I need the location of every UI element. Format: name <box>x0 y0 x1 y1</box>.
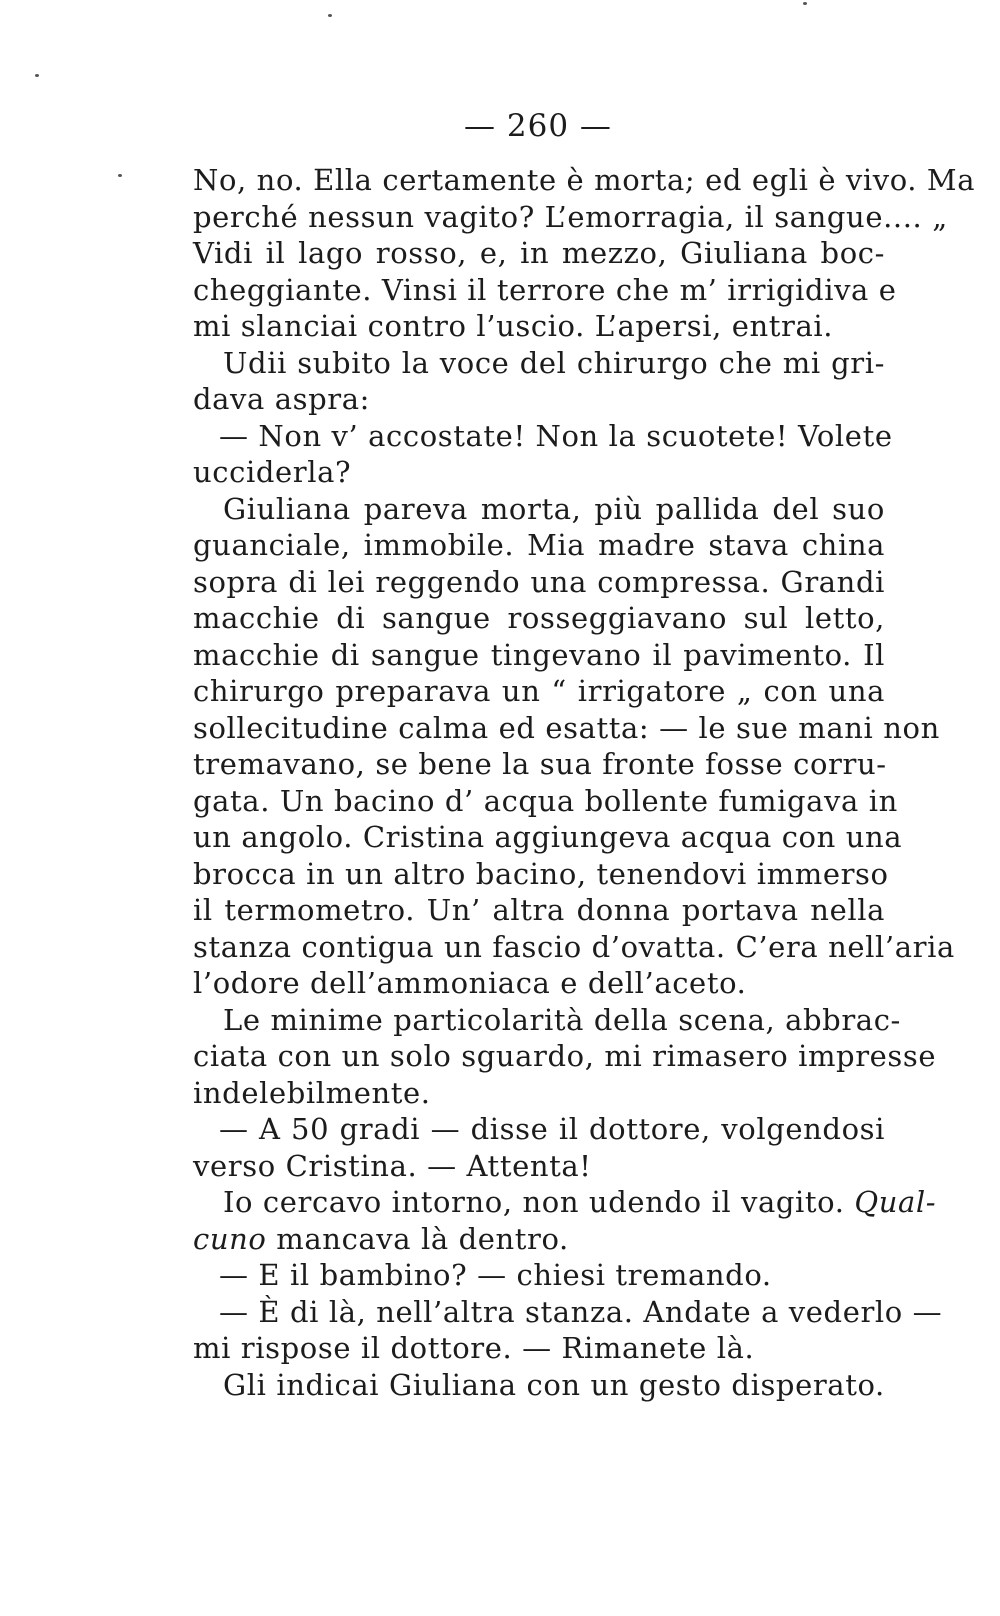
text-line <box>193 1221 885 1258</box>
text-line: Le minime particolarità della scena, abbrac- <box>223 1002 901 1037</box>
text-line: guanciale, immobile. Mia madre stava china <box>193 528 885 562</box>
line-text: Io cercavo intorno, non udendo il vagito. <box>223 1185 845 1219</box>
text-line: cheggiante. Vinsi il terrore che m’ irrigidiva e <box>193 272 897 307</box>
text-line: sollecitudine calma ed esatta: — le sue mani non <box>193 710 940 745</box>
paper-speck <box>35 74 39 77</box>
italic-word: cuno <box>193 1221 267 1256</box>
text-line: ciata con un solo sguardo, mi rimasero impresse <box>193 1039 937 1073</box>
text-line: — Non v’ accostate! Non la scuotete! Volete <box>219 418 893 453</box>
text-line: sopra di lei reggendo una compressa. Grandi <box>193 564 885 599</box>
text-line: — È di là, nell’altra stanza. Andate a vederlo — <box>219 1294 943 1329</box>
text-line: un angolo. Cristina aggiungeva acqua con una <box>193 820 903 854</box>
text-line: Udii subito la voce del chirurgo che mi gri- <box>223 345 885 380</box>
text-line: l’odore dell’ammoniaca e dell’aceto. <box>193 966 747 1000</box>
text-line: Vidi il lago rosso, e, in mezzo, Giuliana boc- <box>193 236 885 270</box>
body-text <box>193 162 976 1403</box>
text-line: stanza contigua un fascio d’ovatta. C’era nell’aria <box>193 929 955 964</box>
text-line: ucciderla? <box>193 455 352 489</box>
text-line: gata. Un bacino d’ acqua bollente fumigava in <box>193 783 898 818</box>
line-text: mancava là dentro. <box>276 1221 569 1256</box>
text-line: Gli indicai Giuliana con un gesto disperato. <box>223 1367 885 1402</box>
text-line: indelebilmente. <box>193 1075 431 1110</box>
text-line <box>193 1184 937 1221</box>
italic-word: Qual- <box>854 1185 937 1219</box>
text-line: — E il bambino? — chiesi tremando. <box>219 1258 772 1292</box>
text-line: macchie di sangue tingevano il pavimento. Il <box>193 637 885 672</box>
paper-speck <box>118 174 122 177</box>
text-line: dava aspra: <box>193 382 371 416</box>
text-line: tremavano, se bene la sua fronte fosse corru- <box>193 747 887 781</box>
text-line: macchie di sangue rosseggiavano sul letto, <box>193 601 885 635</box>
text-line: — A 50 gradi — disse il dottore, volgendosi <box>219 1112 885 1146</box>
text-line: mi slanciai contro l’uscio. L’apersi, entrai. <box>193 309 834 343</box>
text-line: perché nessun vagito? L’emorragia, il sangue.... „ <box>193 199 948 234</box>
text-line: No, no. Ella certamente è morta; ed egli è vivo. Ma <box>193 163 976 197</box>
text-line: verso Cristina. — Attenta! <box>193 1148 592 1183</box>
text-line: mi rispose il dottore. — Rimanete là. <box>193 1331 755 1365</box>
paper-speck <box>328 14 332 17</box>
text-line: chirurgo preparava un “ irrigatore „ con una <box>193 674 885 708</box>
text-line: Giuliana pareva morta, più pallida del suo <box>223 491 885 526</box>
paper-speck <box>803 2 807 5</box>
page-number: — 260 — <box>464 108 612 144</box>
text-line: brocca in un altro bacino, tenendovi immerso <box>193 856 889 891</box>
text-line: il termometro. Un’ altra donna portava nella <box>193 893 885 927</box>
